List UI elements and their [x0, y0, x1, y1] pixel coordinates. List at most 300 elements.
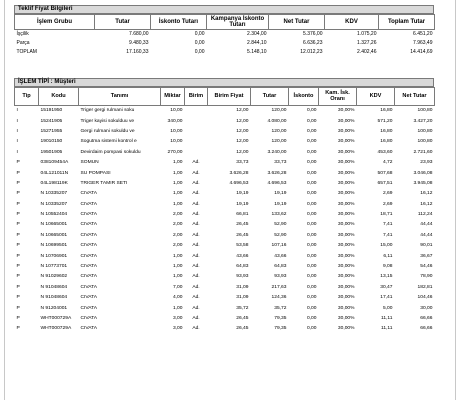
islem-cell: 15271955 — [40, 128, 63, 134]
islem-cell: 0,00 — [306, 139, 317, 145]
islem-table — [14, 87, 435, 334]
table-row — [15, 261, 435, 271]
islem-cell: P — [16, 232, 20, 238]
islem-cell: 3,00 — [172, 316, 183, 321]
islem-cell: 10,00 — [170, 139, 183, 145]
islem-cell: 3,00 — [172, 326, 183, 332]
islem-cell: 18,71 — [380, 212, 393, 218]
islem-cell: N 10699501 — [40, 243, 68, 249]
islem-cell: 0,00 — [306, 284, 317, 290]
islem-cell: WHT000729A — [40, 316, 72, 321]
islem-cell: Ad. — [192, 243, 200, 249]
islem-cell: CIVATA — [80, 295, 98, 301]
islem-cell: N 91029602 — [40, 274, 68, 280]
islem-cell: 30,00% — [337, 243, 355, 249]
islem-cell: 43,66 — [236, 253, 249, 259]
islem-cell: TRIGER TAMIR SETI — [80, 180, 128, 186]
islem-cell: CIVATA — [80, 222, 98, 228]
table-row — [15, 106, 435, 116]
teklif-cell: 0,00 — [194, 49, 205, 55]
table-row — [15, 126, 435, 136]
islem-cell: 104,46 — [417, 295, 433, 301]
islem-cell: 0,00 — [306, 201, 317, 207]
table-row — [15, 272, 435, 282]
islem-cell: 1,00 — [172, 264, 183, 270]
teklif-cell: 2.844,10 — [247, 40, 267, 46]
islem-column-header: Miktar — [161, 88, 185, 106]
islem-cell: 0,00 — [306, 295, 317, 301]
islem-cell: 44,44 — [420, 232, 433, 238]
islem-cell: 30,00% — [337, 222, 355, 228]
islem-cell: CIVATA — [80, 326, 98, 332]
table-row — [15, 30, 435, 39]
islem-cell: Ad. — [192, 264, 200, 270]
islem-cell: 3.046,08 — [413, 170, 433, 176]
islem-cell: 52,90 — [274, 232, 287, 238]
islem-cell: 124,36 — [271, 295, 287, 301]
islem-cell: 30,00% — [337, 305, 355, 311]
islem-cell: CIVATA — [80, 284, 98, 290]
islem-cell: 112,24 — [417, 212, 433, 218]
islem-cell: 79,35 — [274, 316, 287, 321]
islem-cell: 10,00 — [170, 108, 183, 114]
islem-cell: 1,00 — [172, 160, 183, 166]
teklif-cell: İşçilik — [16, 31, 29, 38]
islem-cell: 30,00% — [337, 326, 355, 332]
islem-cell: P — [16, 243, 20, 249]
islem-cell: 26,45 — [236, 232, 249, 238]
islem-cell — [185, 126, 208, 136]
teklif-column-header: İskonto Tutarı — [151, 15, 207, 30]
teklif-cell: 0,00 — [194, 40, 205, 46]
islem-cell: 0,00 — [306, 232, 317, 238]
islem-cell: Ad. — [192, 180, 200, 186]
islem-cell — [185, 106, 208, 116]
islem-cell: 0,00 — [306, 180, 317, 186]
islem-cell: 23,93 — [420, 160, 433, 166]
islem-cell: 12,00 — [236, 128, 249, 134]
islem-cell: 11,11 — [380, 326, 393, 332]
islem-cell: 2,00 — [172, 222, 183, 228]
teklif-cell: 6.636,23 — [303, 40, 323, 46]
islem-cell: 657,51 — [377, 180, 393, 186]
islem-cell: 0,00 — [306, 222, 317, 228]
islem-cell: 79,35 — [274, 326, 287, 332]
islem-cell: 16,80 — [380, 139, 393, 145]
table-row — [15, 230, 435, 240]
islem-cell: CIVATA — [80, 264, 98, 270]
islem-cell: Ad. — [192, 160, 200, 166]
islem-cell: 30,00% — [337, 274, 355, 280]
islem-cell: 19,19 — [274, 191, 287, 197]
islem-cell: 93,93 — [236, 274, 249, 280]
islem-cell: 30,00% — [337, 316, 355, 321]
islem-cell: 0,00 — [306, 274, 317, 280]
islem-cell — [185, 137, 208, 147]
islem-cell: 107,16 — [271, 243, 287, 249]
islem-cell: 0,00 — [306, 108, 317, 114]
islem-cell: 30,00% — [337, 160, 355, 166]
islem-cell: 3.945,08 — [413, 180, 433, 186]
islem-cell: 30,00% — [337, 201, 355, 207]
islem-cell: 36,67 — [420, 253, 433, 259]
islem-cell: 66,81 — [236, 212, 249, 218]
islem-cell: 3.427,20 — [413, 118, 433, 124]
islem-cell: 16,12 — [420, 201, 433, 207]
islem-cell: 7,00 — [172, 284, 183, 290]
islem-cell: 100,80 — [417, 139, 433, 145]
table-row — [15, 324, 435, 334]
islem-cell: 30,00% — [337, 253, 355, 259]
islem-cell: N 10665001 — [40, 232, 68, 238]
islem-cell: 30,00% — [337, 232, 355, 238]
teklif-cell: 7.963,49 — [413, 40, 433, 46]
islem-cell: 3.240,00 — [267, 149, 287, 155]
islem-cell: Ad. — [192, 284, 200, 290]
islem-cell: Ad. — [192, 295, 200, 301]
islem-cell: 3.626,28 — [229, 170, 249, 176]
islem-cell: N 91048604 — [40, 295, 68, 301]
islem-cell: 2,69 — [382, 191, 393, 197]
islem-cell: 120,00 — [271, 139, 287, 145]
islem-cell: 26,45 — [236, 316, 249, 321]
islem-cell: 1,00 — [172, 180, 183, 186]
teklif-section-title: Teklif Fiyat Bilgileri — [14, 5, 434, 14]
islem-cell: 0,00 — [306, 160, 317, 166]
islem-cell: Ad. — [192, 305, 200, 311]
islem-cell: 15241905 — [40, 118, 63, 124]
islem-cell: 53,58 — [236, 243, 249, 249]
teklif-cell: 2.304,00 — [247, 31, 267, 38]
islem-cell: 571,20 — [377, 118, 393, 124]
table-row — [15, 282, 435, 292]
islem-cell: 66,66 — [420, 326, 433, 332]
islem-cell: Triger kayisi sokulduu ve — [80, 118, 135, 124]
islem-cell: P — [16, 180, 20, 186]
table-row — [15, 48, 435, 57]
islem-cell: 2,00 — [172, 212, 183, 218]
islem-cell: 15,00 — [380, 243, 393, 249]
islem-column-header: Tutar — [251, 88, 289, 106]
islem-cell: 93,93 — [274, 274, 287, 280]
islem-cell: 04L121011N — [40, 170, 69, 176]
islem-cell: 1,00 — [172, 201, 183, 207]
islem-cell: Ad. — [192, 222, 200, 228]
teklif-header-row — [15, 15, 435, 30]
islem-cell: 16,80 — [380, 128, 393, 134]
islem-cell: 1,00 — [172, 305, 183, 311]
islem-cell: 16,12 — [420, 191, 433, 197]
islem-column-header: Kam. İsk. Oranı — [319, 88, 357, 106]
islem-cell: 35,72 — [236, 305, 249, 311]
islem-cell: I — [16, 128, 18, 134]
teklif-cell: 17.160,33 — [126, 49, 149, 55]
table-row — [15, 293, 435, 303]
islem-cell: 270,00 — [167, 149, 183, 155]
islem-cell: P — [16, 160, 20, 166]
islem-cell: 90,01 — [420, 243, 433, 249]
islem-cell: 16,80 — [380, 108, 393, 114]
table-row — [15, 178, 435, 188]
teklif-cell: 5.148,10 — [247, 49, 267, 55]
islem-cell: 507,68 — [377, 170, 393, 176]
islem-cell: 33,73 — [236, 160, 249, 166]
islem-cell: 12,00 — [236, 108, 249, 114]
islem-column-header: Tip — [15, 88, 39, 106]
islem-cell: 30,00% — [337, 149, 355, 155]
islem-column-header: Birim Fiyat — [208, 88, 251, 106]
islem-cell: P — [16, 264, 20, 270]
islem-cell: N 10706901 — [40, 253, 68, 259]
islem-cell: 0,00 — [306, 316, 317, 321]
islem-cell: P — [16, 274, 20, 280]
islem-cell: CIVATA — [80, 243, 98, 249]
islem-cell: 0,00 — [306, 243, 317, 249]
islem-cell: 0,00 — [306, 253, 317, 259]
islem-cell: 64,83 — [236, 264, 249, 270]
islem-cell: 1,00 — [172, 274, 183, 280]
islem-cell: 52,90 — [274, 222, 287, 228]
islem-cell: 100,80 — [417, 128, 433, 134]
islem-cell: 5,00 — [382, 305, 393, 311]
islem-cell: Ad. — [192, 191, 200, 197]
islem-cell: 78,90 — [420, 274, 433, 280]
islem-cell: P — [16, 191, 20, 197]
islem-cell: N 91204001 — [40, 305, 68, 311]
islem-cell: P — [16, 326, 20, 332]
islem-cell — [185, 116, 208, 126]
islem-cell: 120,00 — [271, 108, 287, 114]
teklif-cell: 5.376,00 — [303, 31, 323, 38]
islem-cell: N 10552404 — [40, 212, 68, 218]
islem-cell: 30,00 — [420, 305, 433, 311]
islem-column-header: İskonto — [289, 88, 319, 106]
islem-cell: I — [16, 139, 18, 145]
teklif-cell: 1.327,26 — [357, 40, 377, 46]
islem-cell: 30,00% — [337, 118, 355, 124]
table-row — [15, 39, 435, 48]
islem-section-title: İŞLEM TİPİ : Müşteri — [14, 78, 434, 87]
islem-cell: CIVATA — [80, 253, 98, 259]
islem-cell: CIVATA — [80, 212, 98, 218]
islem-cell: 133,62 — [271, 212, 287, 218]
islem-header-row — [15, 88, 435, 106]
islem-cell: 9,08 — [382, 264, 393, 270]
islem-cell: 0,00 — [306, 264, 317, 270]
islem-cell: 30,00% — [337, 264, 355, 270]
teklif-column-header: Tutar — [95, 15, 151, 30]
islem-cell: P — [16, 295, 20, 301]
islem-cell: 453,60 — [377, 149, 393, 155]
islem-cell: 038109454A — [40, 160, 69, 166]
islem-cell: 19501905 — [40, 149, 63, 155]
table-row — [15, 137, 435, 147]
islem-cell: 30,00% — [337, 170, 355, 176]
islem-cell: 12,00 — [236, 139, 249, 145]
table-row — [15, 220, 435, 230]
islem-cell: 2,69 — [382, 201, 393, 207]
islem-cell: 0,00 — [306, 191, 317, 197]
islem-cell: N 91048604 — [40, 284, 68, 290]
islem-cell: P — [16, 201, 20, 207]
islem-cell: 26,45 — [236, 326, 249, 332]
islem-cell: 6,11 — [383, 253, 393, 259]
table-row — [15, 189, 435, 199]
islem-cell: 340,00 — [167, 118, 183, 124]
islem-cell: Devirdaim pompasi sokuldu — [80, 149, 141, 155]
islem-cell: P — [16, 170, 20, 176]
table-row — [15, 116, 435, 126]
islem-cell: CIVATA — [80, 201, 98, 207]
islem-cell: CIVATA — [80, 232, 98, 238]
islem-cell: 1,00 — [172, 253, 183, 259]
islem-cell: I — [16, 149, 18, 155]
islem-cell: Triger gergi rulmani soku — [80, 108, 135, 114]
teklif-cell: 1.075,20 — [357, 31, 377, 38]
islem-cell: Ad. — [192, 212, 200, 218]
table-row — [15, 209, 435, 219]
teklif-cell: 0,00 — [194, 31, 205, 38]
islem-cell: 0,00 — [306, 212, 317, 218]
islem-cell: 30,00% — [337, 295, 355, 301]
islem-cell: Gergi rulmani sokuldu ve — [80, 128, 135, 134]
islem-cell: 44,44 — [420, 222, 433, 228]
islem-cell: N 10335207 — [40, 201, 68, 207]
islem-column-header: Birim — [185, 88, 208, 106]
islem-cell: 19,19 — [274, 201, 287, 207]
islem-cell: 11,11 — [380, 316, 393, 321]
islem-cell: CIVATA — [80, 305, 98, 311]
islem-cell — [185, 147, 208, 157]
teklif-column-header: Net Tutar — [269, 15, 325, 30]
islem-cell: 7,41 — [382, 222, 393, 228]
teklif-cell: 2.402,46 — [357, 49, 377, 55]
islem-cell: SOMUN — [80, 160, 99, 166]
islem-cell: CIVATA — [80, 316, 98, 321]
teklif-cell: 6.451,20 — [413, 31, 433, 38]
islem-cell: Ad. — [192, 232, 200, 238]
teklif-table — [14, 14, 435, 57]
islem-cell: 4.080,00 — [267, 118, 287, 124]
islem-cell: Sogutma sistemi kontrol e — [80, 139, 137, 145]
islem-cell: 30,47 — [380, 284, 393, 290]
islem-cell: WHT000729A — [40, 326, 72, 332]
islem-cell: 1,00 — [172, 170, 183, 176]
islem-cell: Ad. — [192, 253, 200, 259]
islem-cell: 0,00 — [306, 149, 317, 155]
islem-cell: 17,41 — [380, 295, 393, 301]
islem-cell: P — [16, 212, 20, 218]
islem-cell: 30,00% — [337, 191, 355, 197]
islem-cell: 7,41 — [382, 232, 393, 238]
islem-cell: 0,00 — [306, 170, 317, 176]
islem-cell: 04L198119K — [40, 180, 68, 186]
teklif-cell: 12.012,23 — [300, 49, 323, 55]
islem-cell: 1,00 — [172, 191, 183, 197]
islem-cell: I — [16, 118, 18, 124]
teklif-cell: 9.480,33 — [129, 40, 149, 46]
islem-column-header: Net Tutar — [395, 88, 435, 106]
islem-cell: 0,00 — [306, 128, 317, 134]
table-row — [15, 157, 435, 167]
islem-cell: 64,83 — [274, 264, 287, 270]
islem-column-header: KDV — [357, 88, 395, 106]
islem-cell: 4.696,53 — [229, 180, 249, 186]
islem-cell: 54,46 — [420, 264, 433, 270]
islem-cell: P — [16, 222, 20, 228]
table-row — [15, 313, 435, 323]
islem-cell: 120,00 — [271, 128, 287, 134]
teklif-column-header: Toplam Tutar — [379, 15, 435, 30]
islem-cell: 31,09 — [236, 284, 249, 290]
islem-cell: 30,00% — [337, 284, 355, 290]
islem-column-header: Tanımı — [79, 88, 161, 106]
islem-cell: 0,00 — [306, 326, 317, 332]
islem-cell: P — [16, 316, 20, 321]
islem-cell: 33,73 — [274, 160, 287, 166]
islem-cell: 19,19 — [236, 201, 249, 207]
islem-cell: 3.626,28 — [267, 170, 287, 176]
islem-cell: Ad. — [192, 326, 200, 332]
islem-cell: 100,80 — [417, 108, 433, 114]
islem-cell: N 10335207 — [40, 191, 68, 197]
islem-cell: 10,00 — [170, 128, 183, 134]
islem-cell: 30,00% — [337, 108, 355, 114]
islem-cell: 31,09 — [236, 295, 249, 301]
islem-cell: N 10773701 — [40, 264, 68, 270]
islem-cell: Ad. — [192, 274, 200, 280]
islem-cell: 35,72 — [274, 305, 287, 311]
table-row — [15, 199, 435, 209]
teklif-cell: TOPLAM — [16, 49, 37, 55]
teklif-cell: 7.680,00 — [129, 31, 149, 38]
islem-cell: 30,00% — [337, 180, 355, 186]
islem-cell: CIVATA — [80, 191, 98, 197]
table-row — [15, 303, 435, 313]
teklif-cell: 14.414,69 — [410, 49, 433, 55]
islem-cell: 19010150 — [40, 139, 63, 145]
islem-cell: 4,00 — [172, 295, 183, 301]
islem-cell: 30,00% — [337, 128, 355, 134]
teklif-column-header: Kampanya İskonto Tutarı — [207, 15, 269, 30]
islem-cell: I — [16, 108, 18, 114]
islem-cell: 13,15 — [380, 274, 393, 280]
islem-cell: 12,00 — [236, 149, 249, 155]
table-row — [15, 251, 435, 261]
islem-cell: 182,81 — [417, 284, 433, 290]
islem-cell: 4,72 — [382, 160, 393, 166]
table-row — [15, 147, 435, 157]
islem-cell: 30,00% — [337, 212, 355, 218]
table-row — [15, 168, 435, 178]
islem-cell: 66,66 — [420, 316, 433, 321]
islem-cell: N 10665001 — [40, 222, 68, 228]
islem-cell: Ad. — [192, 201, 200, 207]
islem-cell: 19,19 — [236, 191, 249, 197]
table-row — [15, 241, 435, 251]
islem-cell: 217,63 — [271, 284, 287, 290]
islem-cell: 0,00 — [306, 118, 317, 124]
islem-cell: P — [16, 284, 20, 290]
islem-cell: 2,00 — [172, 232, 183, 238]
islem-cell: 30,00% — [337, 139, 355, 145]
islem-cell: 4.696,53 — [267, 180, 287, 186]
islem-cell: P — [16, 305, 20, 311]
teklif-column-header: KDV — [325, 15, 379, 30]
islem-cell: 26,45 — [236, 222, 249, 228]
islem-cell: 0,00 — [306, 305, 317, 311]
islem-cell: 12,00 — [236, 118, 249, 124]
